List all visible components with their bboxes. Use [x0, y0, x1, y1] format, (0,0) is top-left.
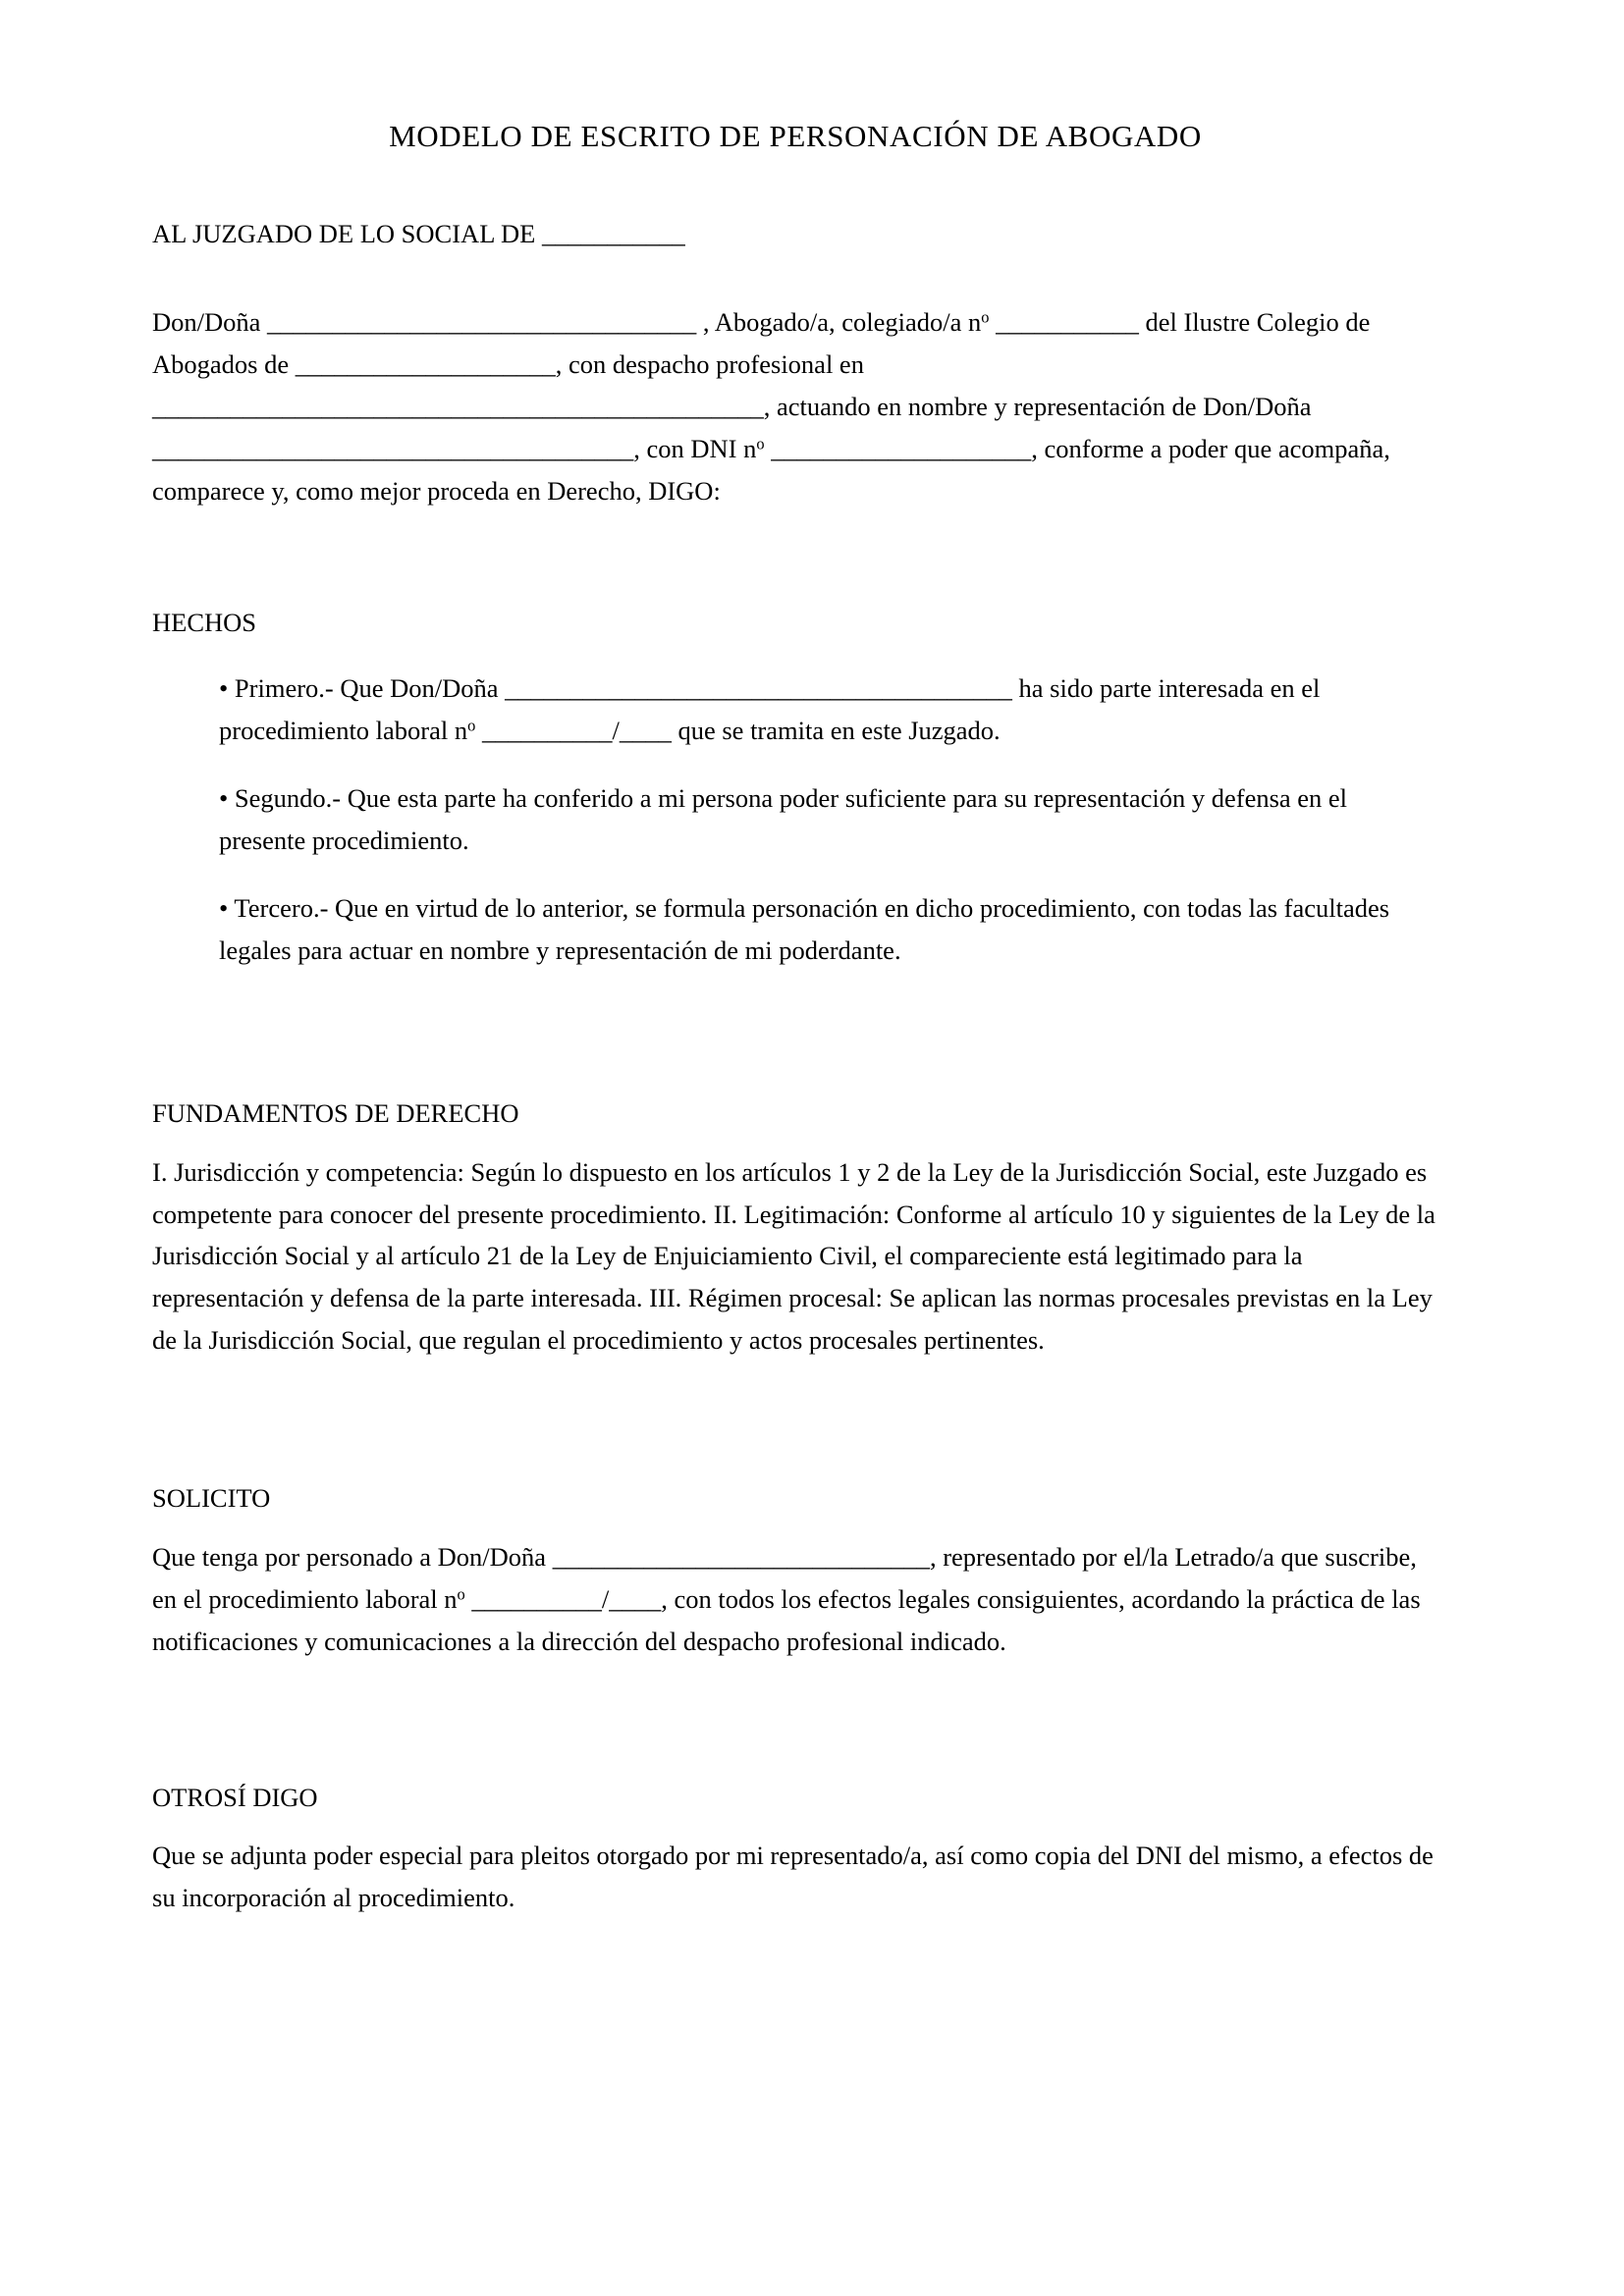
document-content: [152, 0, 1438, 1919]
intro-text-6: , con DNI n: [633, 433, 757, 463]
otrosi-paragraph: Que se adjunta poder especial para pleitos otorgado por mi representado/a, así como copia del DNI del mismo, a efectos de su incorporación al procedimiento.: [152, 1841, 1434, 1913]
ordinal-indicator-1: o: [981, 307, 990, 327]
hechos-list: [152, 667, 1438, 972]
section-heading-hechos: HECHOS: [152, 607, 257, 637]
solicito-text-2: , representado por el/la Letrado/a que suscribe, en el procedimiento laboral n: [152, 1541, 1417, 1614]
section-heading-otrosi-digo: OTROSÍ DIGO: [152, 1782, 318, 1812]
section-heading-solicito: SOLICITO: [152, 1483, 271, 1514]
section-heading-fundamentos-de-derecho: FUNDAMENTOS DE DERECHO: [152, 1097, 519, 1128]
hecho-segundo-text: • Segundo.- Que esta parte ha conferido a mi persona poder suficiente para su representación y defensa en el presente procedimiento.: [219, 783, 1348, 856]
ordinal-indicator-4: o: [457, 1584, 465, 1604]
intro-text-3: del Ilustre Colegio de Abogados de: [152, 306, 1371, 379]
hecho-primero-text-2: ha sido parte interesada en el procedimiento laboral n: [219, 673, 1321, 746]
solicito-blank-client-name: _____________________________: [552, 1541, 930, 1572]
solicito-blank-case-year: ____: [609, 1583, 662, 1614]
addressee-line: [152, 215, 1438, 254]
list-item: [189, 777, 1438, 862]
list-item: [189, 887, 1438, 972]
intro-text-5: , actuando en nombre y representación de Don/Doña: [763, 391, 1312, 421]
hecho-primero-text-1: • Primero.- Que Don/Doña: [219, 673, 506, 704]
intro-paragraph: [152, 301, 1438, 512]
solicito-text-3: , con todos los efectos legales consiguientes, acordando la práctica de las notificaciones y comunicaciones a la dirección del despacho profesional indicado.: [152, 1583, 1421, 1656]
hecho-primero-blank-case-year: ____: [619, 716, 672, 746]
intro-text-1: Don/Doña: [152, 306, 261, 337]
intro-text-4: , con despacho profesional en: [555, 348, 864, 379]
hecho-primero-text-3: que se tramita en este Juzgado.: [671, 716, 1001, 746]
intro-blank-bar-number: ___________: [996, 306, 1139, 337]
page-title: MODELO DE ESCRITO DE PERSONACIÓN DE ABOGADO: [389, 119, 1202, 153]
ordinal-indicator-3: o: [467, 716, 476, 735]
hecho-primero-blank-name: _______________________________________: [505, 673, 1012, 704]
intro-blank-office-address: _______________________________________________: [152, 391, 764, 421]
addressee-blank: ___________: [541, 219, 685, 249]
intro-text-7: , conforme a poder que acompaña, comparece y, como mejor proceda en Derecho, DIGO:: [152, 433, 1390, 506]
hecho-tercero-text: • Tercero.- Que en virtud de lo anterior, se formula personación en dicho procedimiento, con todas las facultades legales para actuar en nombre y representación de mi poderdante.: [219, 892, 1390, 965]
hecho-primero-blank-case-number: __________: [481, 716, 613, 746]
list-item: [189, 667, 1438, 752]
hecho-primero-separator: /: [612, 716, 620, 746]
intro-blank-lawyer-name: _________________________________: [267, 306, 697, 337]
intro-text-2: , Abogado/a, colegiado/a n: [702, 306, 982, 337]
intro-blank-bar-association: ____________________: [295, 348, 556, 379]
solicito-separator: /: [601, 1583, 610, 1614]
solicito-blank-case-number: __________: [471, 1583, 602, 1614]
addressee-label: AL JUZGADO DE LO SOCIAL DE: [152, 219, 536, 249]
solicito-paragraph: [152, 1536, 1438, 1663]
solicito-text-1: Que tenga por personado a Don/Doña: [152, 1541, 553, 1572]
intro-blank-client-name: _____________________________________: [152, 433, 634, 463]
ordinal-indicator-2: o: [756, 434, 765, 454]
fundamentos-paragraph: I. Jurisdicción y competencia: Según lo dispuesto en los artículos 1 y 2 de la Ley de la Jurisdicción Social, este Juzgado es competente para conocer del presente procedimiento. II. Legitimación: Conforme al artículo 10 y siguientes de la Ley de la Jurisdicción Social y al artículo 21 de la Ley de Enjuiciamiento Civil, el compareciente está legitimado para la representación y defensa de la parte interesada. III. Régimen procesal: Se aplican las normas procesales previstas en la Ley de la Jurisdicción Social, que regulan el procedimiento y actos procesales pertinentes.: [152, 1156, 1435, 1356]
intro-blank-dni: ____________________: [771, 433, 1032, 463]
